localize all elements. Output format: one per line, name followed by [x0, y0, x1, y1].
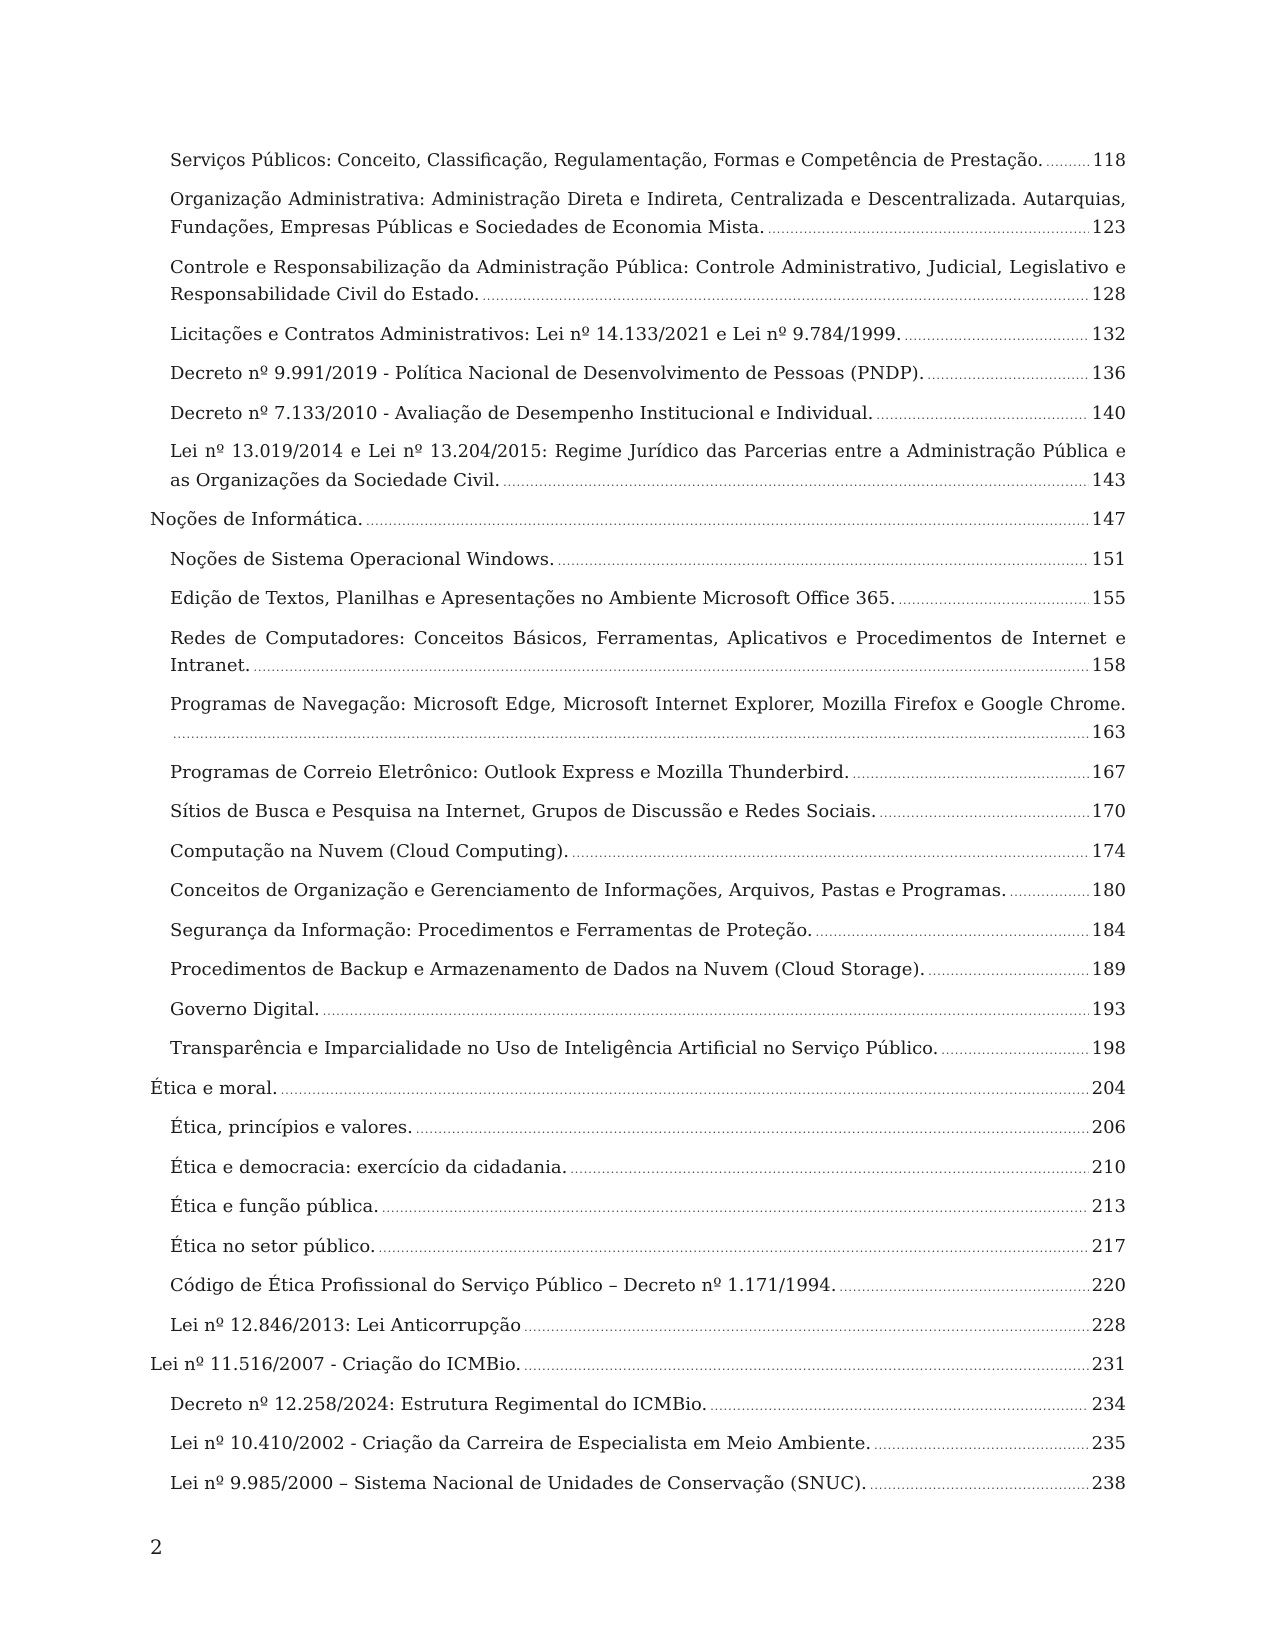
toc-entry-page-number: 238 [1091, 1472, 1126, 1494]
toc-entry-leader-line [170, 1470, 1126, 1500]
toc-entry-title: Sítios de Busca e Pesquisa na Internet, Grupos de Discussão e Redes Sociais. [170, 801, 877, 822]
toc-entry-page-number: 123 [1091, 217, 1126, 238]
toc-entry[interactable] [150, 1114, 1126, 1144]
dot-leader [876, 402, 1088, 430]
toc-entry-title: Ética e função pública. [170, 1196, 379, 1217]
toc-entry[interactable] [150, 321, 1126, 351]
toc-entry[interactable] [150, 838, 1126, 868]
toc-entry-title: Segurança da Informação: Procedimentos e Ferramentas de Proteção. [170, 919, 813, 941]
toc-entry[interactable] [150, 692, 1126, 749]
toc-entry-title: Ética, princípios e valores. [170, 1117, 413, 1138]
toc-entry-page-number: 217 [1091, 1235, 1126, 1257]
dot-leader [710, 1393, 1088, 1421]
dot-leader [572, 840, 1089, 868]
toc-entry-page-number: 193 [1091, 998, 1126, 1020]
dot-leader [768, 216, 1089, 244]
toc-entry[interactable] [150, 1193, 1126, 1223]
dot-leader [853, 761, 1089, 789]
toc-entry-page-number: 231 [1091, 1354, 1126, 1375]
toc-entry-leader-line [170, 1114, 1126, 1144]
toc-entry[interactable] [150, 187, 1126, 244]
dot-leader [941, 1037, 1088, 1065]
toc-entry[interactable] [150, 996, 1126, 1026]
toc-entry-title: as Organizações da Sociedade Civil. [170, 469, 501, 491]
toc-entry-page-number: 147 [1091, 509, 1126, 530]
toc-entry[interactable] [150, 400, 1126, 430]
toc-entry-page-number: 151 [1091, 548, 1126, 570]
toc-entry-title: Lei nº 11.516/2007 - Criação do ICMBio. [150, 1354, 522, 1375]
toc-entry[interactable] [150, 1035, 1126, 1065]
toc-entry-title: Transparência e Imparcialidade no Uso de Inteligência Artificial no Serviço Público. [170, 1038, 939, 1059]
toc-entry-title: Lei nº 12.846/2013: Lei Anticorrupção [170, 1314, 522, 1336]
toc-entry-page-number: 136 [1091, 363, 1126, 384]
toc-entry-title: Fundações, Empresas Públicas e Sociedades de Economia Mista. [170, 217, 765, 238]
toc-entry-title-line: Redes de Computadores: Conceitos Básicos, Ferramentas, Aplicativos e Procedimentos de Internet e [170, 627, 1126, 649]
toc-entry-leader-line [170, 467, 1126, 497]
toc-entry-title: Código de Ética Profissional do Serviço Público – Decreto nº 1.171/1994. [170, 1275, 837, 1296]
toc-entry[interactable] [150, 254, 1126, 311]
toc-entry-title: Lei nº 10.410/2002 - Criação da Carreira de Especialista em Meio Ambiente. [170, 1433, 872, 1454]
toc-entry-leader-line [170, 1391, 1126, 1421]
toc-entry[interactable] [150, 1312, 1126, 1342]
toc-entry-leader-line [170, 585, 1126, 615]
toc-entry-leader-line [170, 798, 1126, 828]
toc-entry-title-line: Lei nº 13.019/2014 e Lei nº 13.204/2015: Regime Jurídico das Parcerias entre a Administração Pública e [170, 442, 1126, 462]
toc-entry-title: Programas de Correio Eletrônico: Outlook Express e Mozilla Thunderbird. [170, 761, 850, 783]
toc-entry-page-number: 132 [1091, 323, 1126, 345]
toc-entry-page-number: 170 [1091, 801, 1126, 822]
toc-entry-title: Decreto nº 9.991/2019 - Política Nacional de Desenvolvimento de Pessoas (PNDP). [170, 363, 925, 384]
toc-entry[interactable] [150, 1351, 1126, 1381]
dot-leader [253, 654, 1088, 682]
toc-entry[interactable] [150, 148, 1126, 177]
toc-entry[interactable] [150, 1430, 1126, 1460]
dot-leader [416, 1116, 1089, 1144]
toc-entry-leader-line [170, 321, 1126, 351]
toc-entry-leader-line [170, 838, 1126, 868]
toc-entry-leader-line [170, 281, 1126, 311]
toc-entry-leader-line [170, 1193, 1126, 1223]
toc-entry-page-number: 220 [1091, 1275, 1126, 1296]
toc-entry-page-number: 143 [1091, 469, 1126, 491]
toc-entry-leader-line [170, 1312, 1126, 1342]
toc-entry-page-number: 184 [1091, 919, 1126, 941]
toc-entry-title: Decreto nº 7.133/2010 - Avaliação de Desempenho Institucional e Individual. [170, 402, 874, 424]
toc-entry-page-number: 235 [1091, 1433, 1126, 1454]
toc-entry-title-line: Programas de Navegação: Microsoft Edge, Microsoft Internet Explorer, Mozilla Firefox e Google Chrome. [170, 694, 1126, 715]
toc-entry-page-number: 163 [1091, 722, 1126, 743]
toc-entry-leader-line [170, 917, 1126, 947]
toc-entry-page-number: 140 [1091, 402, 1126, 424]
dot-leader [482, 283, 1088, 311]
toc-entry-title: Governo Digital. [170, 998, 320, 1020]
dot-leader [839, 1274, 1088, 1302]
toc-entry-page-number: 204 [1091, 1077, 1126, 1099]
toc-entry[interactable] [150, 625, 1126, 682]
toc-entry-title-line: Controle e Responsabilização da Administração Pública: Controle Administrativo, Judicial, Legislativo e [170, 256, 1126, 278]
toc-entry-title: Ética no setor público. [170, 1235, 376, 1257]
toc-entry-page-number: 128 [1091, 284, 1126, 305]
dot-leader [281, 1077, 1089, 1105]
toc-entry[interactable] [150, 439, 1126, 496]
toc-entry[interactable] [150, 917, 1126, 947]
dot-leader [558, 548, 1089, 576]
toc-entry-leader-line [150, 1075, 1126, 1105]
toc-entry-leader-line [170, 214, 1126, 244]
dot-leader [870, 1472, 1089, 1500]
dot-leader [1010, 879, 1089, 907]
toc-entry-page-number: 213 [1091, 1196, 1126, 1217]
dot-leader [503, 469, 1089, 497]
toc-entry-leader-line [170, 877, 1126, 907]
toc-entry-leader-line [150, 1351, 1126, 1381]
toc-entry-page-number: 210 [1091, 1156, 1126, 1178]
toc-entry[interactable] [150, 585, 1126, 615]
toc-entry[interactable] [150, 506, 1126, 536]
toc-entry[interactable] [150, 360, 1126, 390]
toc-entry[interactable] [150, 1154, 1126, 1184]
toc-entry-leader-line [170, 719, 1126, 749]
dot-leader [382, 1195, 1089, 1223]
toc-entry-leader-line [170, 1035, 1126, 1065]
dot-leader [899, 587, 1089, 615]
toc-entry-leader-line [150, 506, 1126, 536]
toc-entry-title: Procedimentos de Backup e Armazenamento de Dados na Nuvem (Cloud Storage). [170, 959, 926, 980]
toc-entry-title: Noções de Informática. [150, 509, 364, 530]
toc-entry-leader-line [170, 1154, 1126, 1184]
toc-entry-page-number: 174 [1091, 840, 1126, 862]
dot-leader [173, 721, 1089, 749]
toc-entry[interactable] [150, 759, 1126, 789]
toc-entry-title-line: Organização Administrativa: Administração Direta e Indireta, Centralizada e Descentralizada. Autarquias, [170, 189, 1126, 210]
toc-entry-page-number: 228 [1091, 1314, 1126, 1336]
toc-entry-page-number: 234 [1091, 1393, 1126, 1415]
toc-entry-page-number: 189 [1091, 959, 1126, 980]
dot-leader [323, 998, 1089, 1026]
dot-leader [524, 1353, 1089, 1381]
toc-entry[interactable] [150, 1470, 1126, 1500]
page-number: 2 [150, 1535, 163, 1559]
toc-entry-title: Ética e democracia: exercício da cidadania. [170, 1156, 568, 1178]
toc-entry-leader-line [170, 996, 1126, 1026]
table-of-contents [150, 148, 1126, 1509]
toc-entry-leader-line [170, 400, 1126, 430]
dot-leader [816, 919, 1089, 947]
dot-leader [379, 1235, 1089, 1263]
toc-entry[interactable] [150, 877, 1126, 907]
toc-entry-title: Conceitos de Organização e Gerenciamento de Informações, Arquivos, Pastas e Programas. [170, 880, 1007, 901]
toc-entry-leader-line [170, 546, 1126, 576]
toc-entry-title: Serviços Públicos: Conceito, Classificação, Regulamentação, Formas e Competência de Prestação. [170, 151, 1044, 171]
dot-leader [1046, 149, 1089, 177]
toc-entry-leader-line [170, 1233, 1126, 1263]
toc-entry[interactable] [150, 798, 1126, 828]
toc-entry-leader-line [170, 148, 1126, 177]
toc-entry-leader-line [170, 759, 1126, 789]
dot-leader [570, 1156, 1088, 1184]
toc-entry-title: Responsabilidade Civil do Estado. [170, 284, 480, 305]
toc-entry[interactable] [150, 1075, 1126, 1105]
toc-entry-page-number: 180 [1091, 880, 1126, 901]
toc-entry-title: Ética e moral. [150, 1077, 278, 1099]
toc-entry-title: Lei nº 9.985/2000 – Sistema Nacional de Unidades de Conservação (SNUC). [170, 1472, 867, 1494]
toc-entry-title: Computação na Nuvem (Cloud Computing). [170, 840, 569, 862]
dot-leader [928, 958, 1088, 986]
dot-leader [874, 1432, 1089, 1460]
toc-entry-title: Intranet. [170, 655, 251, 676]
toc-entry[interactable] [150, 1233, 1126, 1263]
toc-entry-page-number: 118 [1092, 151, 1126, 171]
dot-leader [524, 1314, 1089, 1342]
toc-entry-title: Licitações e Contratos Administrativos: Lei nº 14.133/2021 e Lei nº 9.784/1999. [170, 323, 902, 345]
dot-leader [366, 508, 1088, 536]
toc-entry-title: Noções de Sistema Operacional Windows. [170, 548, 555, 570]
toc-entry[interactable] [150, 546, 1126, 576]
toc-entry-leader-line [170, 1272, 1126, 1302]
toc-entry-page-number: 206 [1091, 1117, 1126, 1138]
toc-entry-page-number: 155 [1091, 588, 1126, 609]
toc-entry[interactable] [150, 1272, 1126, 1302]
toc-entry-title: Decreto nº 12.258/2024: Estrutura Regimental do ICMBio. [170, 1393, 708, 1415]
toc-entry-leader-line [170, 956, 1126, 986]
toc-entry-leader-line [170, 360, 1126, 390]
toc-entry[interactable] [150, 956, 1126, 986]
dot-leader [905, 323, 1089, 351]
dot-leader [879, 800, 1088, 828]
dot-leader [927, 362, 1088, 390]
toc-entry-leader-line [170, 652, 1126, 682]
toc-entry-title: Edição de Textos, Planilhas e Apresentações no Ambiente Microsoft Office 365. [170, 588, 896, 609]
toc-entry[interactable] [150, 1391, 1126, 1421]
toc-entry-leader-line [170, 1430, 1126, 1460]
toc-entry-page-number: 167 [1091, 761, 1126, 783]
toc-entry-page-number: 198 [1091, 1038, 1126, 1059]
toc-entry-page-number: 158 [1091, 655, 1126, 676]
